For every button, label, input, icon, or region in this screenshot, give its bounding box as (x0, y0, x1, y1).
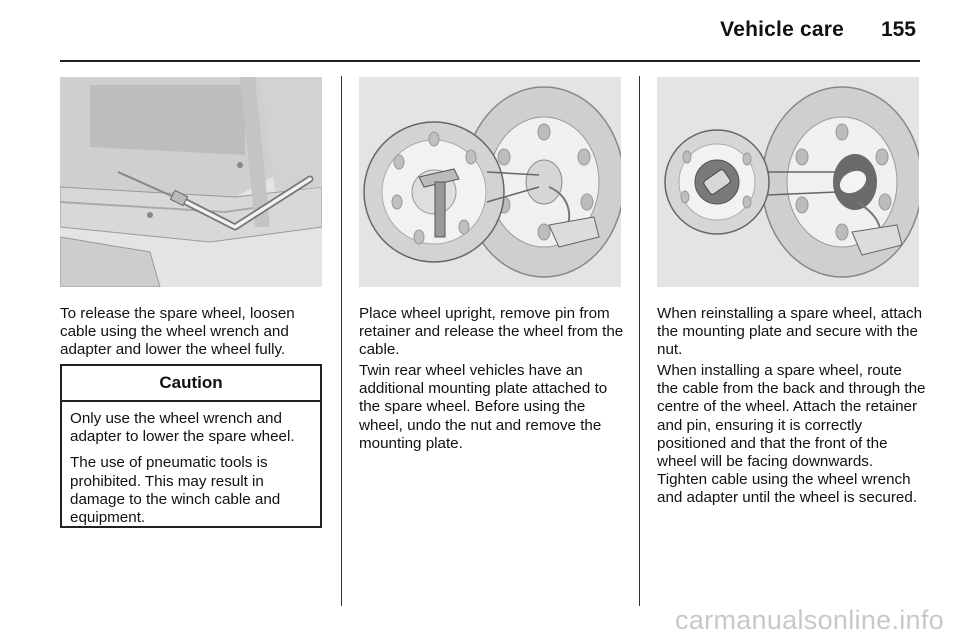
spare-wheel-mounting-plate-illustration (657, 77, 919, 287)
caution-title: Caution (62, 366, 320, 402)
install-instructions: When installing a spare wheel, route the cable from the back and through the centre of the wheel. Attach the retainer and pin, ensuring it is correctly positioned and that the front of the wheel will be facing downwards. Tighten cable using the wheel wrench and adapter until the wheel is secured. (657, 362, 926, 507)
figure-mounting-plate (657, 77, 919, 287)
page-section-title: Vehicle care (720, 18, 844, 41)
spare-wheel-retainer-pin-illustration (359, 77, 621, 287)
figure-retainer-pin (359, 77, 621, 287)
page-number: 155 (880, 18, 916, 41)
release-instructions: To release the spare wheel, loosen cable using the wheel wrench and adapter and lower the wheel fully. (60, 305, 295, 359)
column-divider-1 (341, 76, 342, 606)
spare-wheel-lowering-wrench-illustration (60, 77, 322, 287)
twin-wheel-instructions: Twin rear wheel vehicles have an additional mounting plate attached to the spare wheel. Before using the wheel, undo the nut and remove the mounting plate. (359, 362, 608, 452)
watermark: carmanualsonline.info (675, 605, 944, 635)
figure-lowering-wheel (60, 77, 322, 287)
reinstall-instructions: When reinstalling a spare wheel, attach the mounting plate and secure with the nut. (657, 305, 923, 359)
caution-paragraph-2: The use of pneumatic tools is prohibited. This may result in damage to the winch cable and equipment. (70, 454, 281, 527)
header-divider (60, 60, 920, 62)
upright-instructions: Place wheel upright, remove pin from retainer and release the wheel from the cable. (359, 305, 624, 359)
caution-paragraph-1: Only use the wheel wrench and adapter to lower the spare wheel. (70, 410, 295, 446)
column-divider-2 (639, 76, 640, 606)
caution-box (60, 364, 322, 528)
